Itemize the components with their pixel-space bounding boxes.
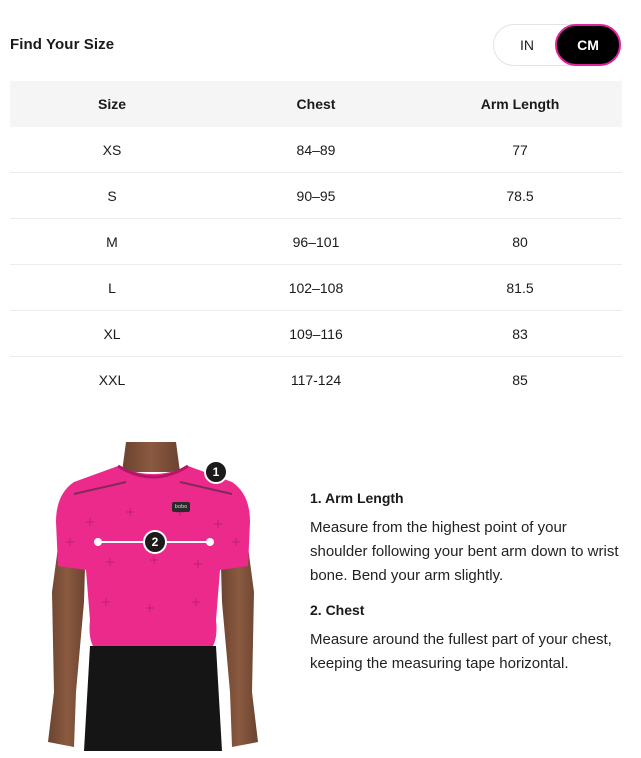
arm-length-cell: 77 [418, 127, 622, 173]
size-cell: XL [10, 311, 214, 357]
unit-cm-button[interactable]: CM [555, 24, 621, 66]
measurement-figure [46, 442, 260, 751]
column-header-size: Size [10, 81, 214, 127]
size-cell: XS [10, 127, 214, 173]
unit-in-button[interactable]: IN [494, 24, 560, 66]
arm-length-cell: 85 [512, 371, 528, 388]
column-header-arm-length: Arm Length [418, 81, 622, 127]
arm-length-cell: 78.5 [418, 173, 622, 219]
shirt-shape [56, 466, 250, 648]
shorts-shape [84, 646, 222, 751]
chest-cell: 96–101 [214, 219, 418, 265]
chest-measure-dot [94, 538, 102, 546]
chest-cell: 84–89 [214, 127, 418, 173]
measurement-guide [310, 490, 620, 690]
size-cell: S [10, 173, 214, 219]
table-row [10, 311, 622, 357]
table-row [10, 127, 622, 173]
arm-length-cell: 83 [418, 311, 622, 357]
table-row [10, 265, 622, 311]
neck-shape [122, 442, 180, 472]
model-illustration [46, 442, 260, 751]
arm-length-cell: 80 [418, 219, 622, 265]
guide-heading-arm-length: 1. Arm Length [310, 490, 404, 506]
chest-measure-dot [206, 538, 214, 546]
unit-toggle [493, 24, 621, 66]
table-header-row [10, 81, 622, 127]
table-row [10, 357, 622, 403]
chest-cell: 90–95 [214, 173, 418, 219]
guide-text-chest: Measure around the fullest part of your chest, keeping the measuring tape horizontal. [310, 631, 612, 672]
table-row [10, 219, 622, 265]
marker-1-label: 1 [212, 465, 220, 479]
chest-cell: 102–108 [214, 265, 418, 311]
guide-heading-chest: 2. Chest [310, 602, 365, 618]
column-header-chest: Chest [214, 81, 418, 127]
size-cell: L [10, 265, 214, 311]
table-row [10, 173, 622, 219]
guide-text-arm-length: Measure from the highest point of your shoulder following your bent arm down to wrist bone. Bend your arm slightly. [310, 519, 619, 584]
size-cell: XXL [98, 371, 126, 388]
size-cell: M [10, 219, 214, 265]
logo-text: bobo [174, 504, 188, 510]
chest-cell: 109–116 [214, 311, 418, 357]
page-title: Find Your Size [10, 36, 115, 53]
size-chart-table [10, 81, 622, 402]
chest-cell: 117-124 [290, 371, 342, 388]
marker-2-label: 2 [151, 535, 159, 549]
arm-length-cell: 81.5 [418, 265, 622, 311]
